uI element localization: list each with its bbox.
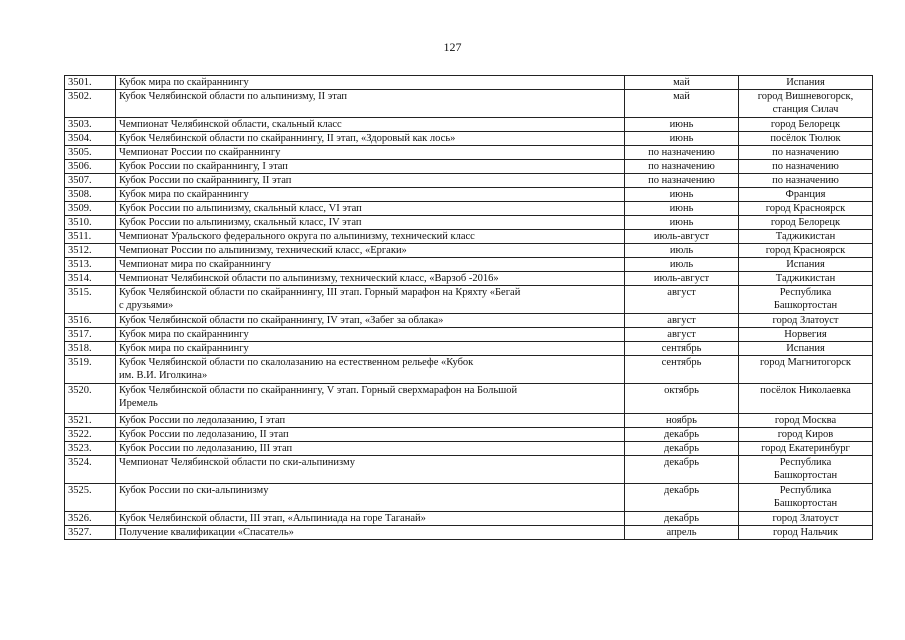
event-date: июль bbox=[669, 259, 694, 270]
row-number: 3509. bbox=[68, 203, 92, 214]
row-number: 3522. bbox=[68, 429, 92, 440]
event-name-cell bbox=[116, 76, 625, 90]
event-name-cell bbox=[116, 244, 625, 258]
row-number: 3525. bbox=[68, 485, 92, 496]
table-row bbox=[65, 526, 873, 540]
row-number-cell bbox=[65, 442, 116, 456]
table-row bbox=[65, 76, 873, 90]
event-place: Франция bbox=[785, 189, 826, 200]
row-number: 3520. bbox=[68, 385, 92, 396]
event-name: Чемпионат Уральского федерального округа по альпинизму, технический класс bbox=[119, 231, 475, 242]
event-place: Республика Башкортостан bbox=[773, 287, 838, 311]
event-name-cell bbox=[116, 188, 625, 202]
event-place: по назначению bbox=[772, 175, 839, 186]
row-number: 3521. bbox=[68, 415, 92, 426]
event-name: Кубок России по скайраннингу, II этап bbox=[119, 175, 292, 186]
row-number: 3513. bbox=[68, 259, 92, 270]
event-date-cell bbox=[625, 272, 739, 286]
table-row bbox=[65, 244, 873, 258]
row-number: 3518. bbox=[68, 343, 92, 354]
row-number-cell bbox=[65, 384, 116, 414]
table-row bbox=[65, 188, 873, 202]
row-number-cell bbox=[65, 216, 116, 230]
event-date: август bbox=[667, 329, 696, 340]
event-date: по назначению bbox=[648, 161, 715, 172]
row-number: 3516. bbox=[68, 315, 92, 326]
event-place: Республика Башкортостан bbox=[773, 457, 838, 481]
event-date: июнь bbox=[669, 189, 694, 200]
row-number: 3506. bbox=[68, 161, 92, 172]
table-row bbox=[65, 216, 873, 230]
event-place-cell bbox=[739, 484, 873, 512]
event-name: Кубок России по ледолазанию, III этап bbox=[119, 443, 293, 454]
event-place: город Красноярск bbox=[765, 203, 846, 214]
row-number: 3515. bbox=[68, 287, 92, 298]
event-name: Кубок России по ледолазанию, II этап bbox=[119, 429, 289, 440]
events-table-body bbox=[65, 76, 873, 540]
event-name: Кубок России по альпинизму, скальный класс, VI этап bbox=[119, 203, 362, 214]
event-name: Чемпионат Челябинской области, скальный класс bbox=[119, 119, 342, 130]
table-row bbox=[65, 456, 873, 484]
row-number-cell bbox=[65, 76, 116, 90]
event-date-cell bbox=[625, 428, 739, 442]
event-date-cell bbox=[625, 484, 739, 512]
event-name-cell bbox=[116, 484, 625, 512]
row-number-cell bbox=[65, 160, 116, 174]
event-name-cell bbox=[116, 512, 625, 526]
event-place-cell bbox=[739, 272, 873, 286]
event-date-cell bbox=[625, 244, 739, 258]
event-name-cell bbox=[116, 384, 625, 414]
table-row bbox=[65, 90, 873, 118]
event-place-cell bbox=[739, 526, 873, 540]
row-number-cell bbox=[65, 146, 116, 160]
event-date: август bbox=[667, 287, 696, 298]
event-place-cell bbox=[739, 132, 873, 146]
table-row bbox=[65, 132, 873, 146]
event-place-cell bbox=[739, 146, 873, 160]
event-name: Кубок Челябинской области по скайраннингу, V этап. Горный сверхмарафон на Большой Иремель bbox=[119, 385, 518, 409]
row-number-cell bbox=[65, 132, 116, 146]
event-place: посёлок Николаевка bbox=[760, 385, 851, 396]
event-date: декабрь bbox=[664, 485, 699, 496]
event-place: Испания bbox=[786, 343, 825, 354]
event-date: октябрь bbox=[664, 385, 699, 396]
event-place: Испания bbox=[786, 259, 825, 270]
event-name: Чемпионат России по скайраннингу bbox=[119, 147, 281, 158]
event-name: Кубок мира по скайраннингу bbox=[119, 189, 249, 200]
event-date: май bbox=[673, 77, 690, 88]
event-place: Таджикистан bbox=[775, 231, 836, 242]
event-name: Кубок России по ски-альпинизму bbox=[119, 485, 269, 496]
row-number-cell bbox=[65, 314, 116, 328]
event-date-cell bbox=[625, 230, 739, 244]
event-name-cell bbox=[116, 202, 625, 216]
event-name-cell bbox=[116, 414, 625, 428]
event-place-cell bbox=[739, 428, 873, 442]
event-name: Чемпионат Челябинской области по ски-альпинизму bbox=[119, 457, 355, 468]
row-number: 3510. bbox=[68, 217, 92, 228]
event-place-cell bbox=[739, 90, 873, 118]
event-name-cell bbox=[116, 356, 625, 384]
event-place-cell bbox=[739, 174, 873, 188]
row-number-cell bbox=[65, 188, 116, 202]
row-number: 3501. bbox=[68, 77, 92, 88]
event-name-cell bbox=[116, 132, 625, 146]
row-number: 3508. bbox=[68, 189, 92, 200]
event-name-cell bbox=[116, 342, 625, 356]
table-row bbox=[65, 202, 873, 216]
event-place-cell bbox=[739, 414, 873, 428]
row-number-cell bbox=[65, 342, 116, 356]
page-number: 127 bbox=[443, 40, 462, 54]
row-number-cell bbox=[65, 272, 116, 286]
event-date-cell bbox=[625, 202, 739, 216]
event-date-cell bbox=[625, 160, 739, 174]
row-number: 3514. bbox=[68, 273, 92, 284]
event-name: Кубок мира по скайраннингу bbox=[119, 329, 249, 340]
event-name-cell bbox=[116, 90, 625, 118]
table-row bbox=[65, 174, 873, 188]
event-place-cell bbox=[739, 244, 873, 258]
event-date: июль bbox=[669, 245, 694, 256]
table-row bbox=[65, 328, 873, 342]
event-place: город Екатеринбург bbox=[761, 443, 850, 454]
table-row bbox=[65, 414, 873, 428]
event-name-cell bbox=[116, 160, 625, 174]
row-number: 3503. bbox=[68, 119, 92, 130]
event-name: Кубок Челябинской области по скалолазанию на естественном рельефе «Кубок им. В.И. Иголкина» bbox=[119, 357, 474, 381]
row-number-cell bbox=[65, 174, 116, 188]
event-place: город Нальчик bbox=[772, 527, 839, 538]
row-number: 3505. bbox=[68, 147, 92, 158]
event-place-cell bbox=[739, 384, 873, 414]
event-place-cell bbox=[739, 216, 873, 230]
event-date-cell bbox=[625, 286, 739, 314]
event-date: по назначению bbox=[648, 175, 715, 186]
row-number-cell bbox=[65, 414, 116, 428]
event-date-cell bbox=[625, 188, 739, 202]
row-number-cell bbox=[65, 512, 116, 526]
table-row bbox=[65, 118, 873, 132]
event-date: май bbox=[673, 91, 690, 102]
event-date: по назначению bbox=[648, 147, 715, 158]
event-date-cell bbox=[625, 384, 739, 414]
row-number: 3507. bbox=[68, 175, 92, 186]
event-name: Кубок России по альпинизму, скальный класс, IV этап bbox=[119, 217, 362, 228]
event-name-cell bbox=[116, 272, 625, 286]
event-date-cell bbox=[625, 356, 739, 384]
row-number-cell bbox=[65, 202, 116, 216]
event-date: июль-август bbox=[653, 273, 710, 284]
event-date-cell bbox=[625, 342, 739, 356]
event-date-cell bbox=[625, 314, 739, 328]
row-number: 3524. bbox=[68, 457, 92, 468]
event-name: Кубок России по скайраннингу, I этап bbox=[119, 161, 288, 172]
table-row bbox=[65, 230, 873, 244]
table-row bbox=[65, 314, 873, 328]
event-date: июнь bbox=[669, 133, 694, 144]
event-place: Республика Башкортостан bbox=[773, 485, 838, 509]
event-place-cell bbox=[739, 202, 873, 216]
event-name-cell bbox=[116, 456, 625, 484]
event-date: июнь bbox=[669, 217, 694, 228]
event-place: по назначению bbox=[772, 147, 839, 158]
event-date-cell bbox=[625, 76, 739, 90]
event-date-cell bbox=[625, 442, 739, 456]
row-number: 3502. bbox=[68, 91, 92, 102]
row-number: 3527. bbox=[68, 527, 92, 538]
event-name-cell bbox=[116, 230, 625, 244]
event-place: город Златоуст bbox=[772, 315, 839, 326]
event-name: Кубок России по ледолазанию, I этап bbox=[119, 415, 286, 426]
event-date: июнь bbox=[669, 203, 694, 214]
event-name-cell bbox=[116, 146, 625, 160]
table-row bbox=[65, 160, 873, 174]
event-place-cell bbox=[739, 188, 873, 202]
row-number: 3512. bbox=[68, 245, 92, 256]
event-name: Чемпионат Челябинской области по альпинизму, технический класс, «Варзоб -2016» bbox=[119, 273, 499, 284]
event-date-cell bbox=[625, 512, 739, 526]
event-name-cell bbox=[116, 442, 625, 456]
event-date: сентябрь bbox=[661, 357, 702, 368]
event-place-cell bbox=[739, 76, 873, 90]
event-name-cell bbox=[116, 258, 625, 272]
row-number-cell bbox=[65, 526, 116, 540]
table-row bbox=[65, 342, 873, 356]
event-place-cell bbox=[739, 512, 873, 526]
event-place: город Белорецк bbox=[770, 119, 841, 130]
row-number-cell bbox=[65, 90, 116, 118]
event-date: август bbox=[667, 315, 696, 326]
event-name-cell bbox=[116, 526, 625, 540]
table-row bbox=[65, 272, 873, 286]
event-date: июль-август bbox=[653, 231, 710, 242]
event-place-cell bbox=[739, 314, 873, 328]
event-date-cell bbox=[625, 414, 739, 428]
event-name: Кубок мира по скайраннингу bbox=[119, 77, 249, 88]
event-place: город Вишневогорск, станция Силач bbox=[757, 91, 854, 115]
event-date: ноябрь bbox=[666, 415, 697, 426]
row-number-cell bbox=[65, 456, 116, 484]
event-date-cell bbox=[625, 526, 739, 540]
event-name: Кубок Челябинской области по скайраннингу, II этап, «Здоровый как лось» bbox=[119, 133, 456, 144]
table-row bbox=[65, 356, 873, 384]
event-name: Чемпионат России по альпинизму, технический класс, «Ергаки» bbox=[119, 245, 407, 256]
event-date: декабрь bbox=[664, 457, 699, 468]
event-place-cell bbox=[739, 442, 873, 456]
event-date-cell bbox=[625, 146, 739, 160]
event-name: Чемпионат мира по скайраннингу bbox=[119, 259, 271, 270]
event-date: декабрь bbox=[664, 429, 699, 440]
event-place: Таджикистан bbox=[775, 273, 836, 284]
event-place: посёлок Тюлюк bbox=[770, 133, 841, 144]
event-place: город Красноярск bbox=[765, 245, 846, 256]
row-number: 3517. bbox=[68, 329, 92, 340]
row-number-cell bbox=[65, 230, 116, 244]
event-place: Испания bbox=[786, 77, 825, 88]
event-date: сентябрь bbox=[661, 343, 702, 354]
event-place: по назначению bbox=[772, 161, 839, 172]
event-place-cell bbox=[739, 342, 873, 356]
event-place: город Москва bbox=[774, 415, 837, 426]
event-name-cell bbox=[116, 286, 625, 314]
event-date-cell bbox=[625, 118, 739, 132]
event-place: город Киров bbox=[777, 429, 834, 440]
row-number-cell bbox=[65, 244, 116, 258]
event-place-cell bbox=[739, 118, 873, 132]
table-row bbox=[65, 512, 873, 526]
event-place-cell bbox=[739, 258, 873, 272]
event-date: апрель bbox=[666, 527, 697, 538]
event-place: город Магнитогорск bbox=[759, 357, 851, 368]
event-date-cell bbox=[625, 216, 739, 230]
table-row bbox=[65, 428, 873, 442]
row-number-cell bbox=[65, 356, 116, 384]
event-place-cell bbox=[739, 456, 873, 484]
event-name: Получение квалификации «Спасатель» bbox=[119, 527, 294, 538]
table-row bbox=[65, 442, 873, 456]
table-row bbox=[65, 146, 873, 160]
row-number: 3519. bbox=[68, 357, 92, 368]
event-date-cell bbox=[625, 174, 739, 188]
event-place: Норвегия bbox=[784, 329, 827, 340]
event-name-cell bbox=[116, 174, 625, 188]
event-name-cell bbox=[116, 216, 625, 230]
event-place-cell bbox=[739, 356, 873, 384]
event-place-cell bbox=[739, 160, 873, 174]
event-name-cell bbox=[116, 428, 625, 442]
table-row bbox=[65, 384, 873, 414]
event-place: город Белорецк bbox=[770, 217, 841, 228]
event-date: июнь bbox=[669, 119, 694, 130]
row-number-cell bbox=[65, 286, 116, 314]
event-date: декабрь bbox=[664, 513, 699, 524]
event-place-cell bbox=[739, 328, 873, 342]
event-name: Кубок Челябинской области по скайраннингу, III этап. Горный марафон на Кряхту «Бегай с друзьями» bbox=[119, 287, 521, 311]
event-date-cell bbox=[625, 90, 739, 118]
event-place-cell bbox=[739, 230, 873, 244]
event-date-cell bbox=[625, 456, 739, 484]
event-name: Кубок мира по скайраннингу bbox=[119, 343, 249, 354]
row-number: 3523. bbox=[68, 443, 92, 454]
events-table bbox=[64, 75, 873, 540]
event-date-cell bbox=[625, 258, 739, 272]
row-number-cell bbox=[65, 258, 116, 272]
row-number-cell bbox=[65, 428, 116, 442]
event-date-cell bbox=[625, 132, 739, 146]
event-date: декабрь bbox=[664, 443, 699, 454]
row-number: 3526. bbox=[68, 513, 92, 524]
event-name-cell bbox=[116, 314, 625, 328]
row-number-cell bbox=[65, 328, 116, 342]
table-row bbox=[65, 258, 873, 272]
event-place-cell bbox=[739, 286, 873, 314]
event-name-cell bbox=[116, 328, 625, 342]
event-name-cell bbox=[116, 118, 625, 132]
row-number: 3511. bbox=[68, 231, 92, 242]
event-date-cell bbox=[625, 328, 739, 342]
event-name: Кубок Челябинской области, III этап, «Альпиниада на горе Таганай» bbox=[119, 513, 426, 524]
row-number-cell bbox=[65, 118, 116, 132]
table-row bbox=[65, 286, 873, 314]
event-name: Кубок Челябинской области по скайраннингу, IV этап, «Забег за облака» bbox=[119, 315, 444, 326]
row-number-cell bbox=[65, 484, 116, 512]
table-row bbox=[65, 484, 873, 512]
event-place: город Златоуст bbox=[772, 513, 839, 524]
event-name: Кубок Челябинской области по альпинизму, II этап bbox=[119, 91, 348, 102]
row-number: 3504. bbox=[68, 133, 92, 144]
